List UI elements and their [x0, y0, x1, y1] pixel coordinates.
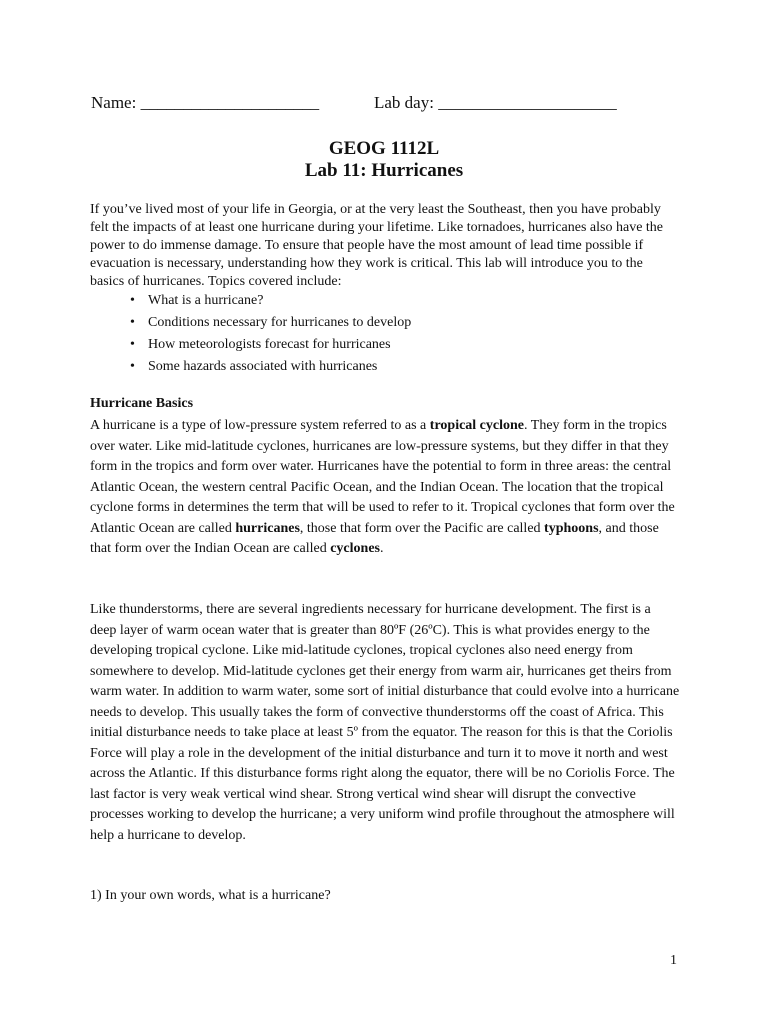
list-item: [128, 314, 411, 336]
lab-day-field-label: Lab day: _____________________: [374, 93, 617, 112]
list-item: [128, 336, 411, 358]
text-run: , and those that form over the Indian Ocean are called: [90, 520, 659, 556]
intro-paragraph: If you’ve lived most of your life in Georgia, or at the very least the Southeast, then you have probably felt the impacts of at least one hurricane during your lifetime. Like tornadoes, hurricanes also have the power to do immense damage. To ensure that people have the most amount of lead time possible if evacuation is necessary, understanding how they work is critical. This lab will introduce you to the basics of hurricanes. Topics covered include:: [90, 202, 664, 289]
name-field-label: Name: _____________________: [91, 93, 320, 112]
lab-title: Lab 11: Hurricanes: [304, 160, 464, 181]
term-hurricanes: hurricanes: [235, 520, 300, 536]
list-item: [128, 358, 411, 380]
text-run: .: [379, 541, 384, 556]
topic-text: Conditions necessary for hurricanes to develop: [148, 315, 412, 330]
bullet-icon: •: [130, 337, 135, 352]
topic-text: Some hazards associated with hurricanes: [148, 359, 378, 374]
bullet-icon: •: [130, 293, 135, 308]
student-info-line: [91, 93, 617, 113]
term-cyclones: cyclones: [330, 541, 380, 556]
question-1: 1) In your own words, what is a hurricane?: [90, 888, 331, 903]
topic-text: How meteorologists forecast for hurricanes: [148, 337, 391, 352]
text-run: , those that form over the Pacific are called: [299, 520, 545, 536]
text-run: A hurricane is a type of low-pressure system referred to as a: [90, 418, 430, 433]
ingredients-paragraph: Like thunderstorms, there are several ingredients necessary for hurricane development. The first is a deep layer of warm ocean water that is greater than 80ºF (26ºC). This is what provides energy to the developing tropical cyclone. Like mid-latitude cyclones, tropical cyclones also need energy from somewhere to develop. Mid-latitude cyclones get their energy from warm air, hurricanes get theirs from warm water. In addition to warm water, some sort of initial disturbance that could evolve into a hurricane needs to develop. This usually takes the form of convective thunderstorms off the coast of Africa. This initial disturbance needs to take place at least 5º from the equator. The reason for this is that the Coriolis Force will play a role in the development of the initial disturbance and turn it to move it north and west across the Atlantic. If this disturbance forms right along the equator, there will be no Coriolis Force. The last factor is very weak vertical wind shear. Strong vertical wind shear will disrupt the convective processes working to develop the hurricane; a very uniform wind profile throughout the atmosphere will help a hurricane to develop.: [90, 602, 680, 843]
topics-list: [128, 292, 411, 380]
hurricane-basics-paragraph: [90, 416, 680, 560]
term-typhoons: typhoons: [544, 520, 599, 536]
bullet-icon: •: [130, 315, 135, 330]
bullet-icon: •: [130, 359, 135, 374]
section-heading-hurricane-basics: Hurricane Basics: [90, 396, 194, 411]
text-run: . They form in the tropics over water. Like mid-latitude cyclones, hurricanes are low-pressure systems, but they differ in that they form in the tropics and form over water. Hurricanes have the potential to form in three areas: the central Atlantic Ocean, the western central Pacific Ocean, and the Indian Ocean. The location that the tropical cyclone forms in determines the term that will be used to refer to it. Tropical cyclones that form over the Atlantic Ocean are called: [90, 418, 675, 536]
topic-text: What is a hurricane?: [148, 293, 264, 308]
list-item: [128, 292, 411, 314]
course-code-title: GEOG 1112L: [328, 138, 440, 159]
page-number: 1: [670, 953, 677, 968]
term-tropical-cyclone: tropical cyclone: [429, 418, 525, 433]
